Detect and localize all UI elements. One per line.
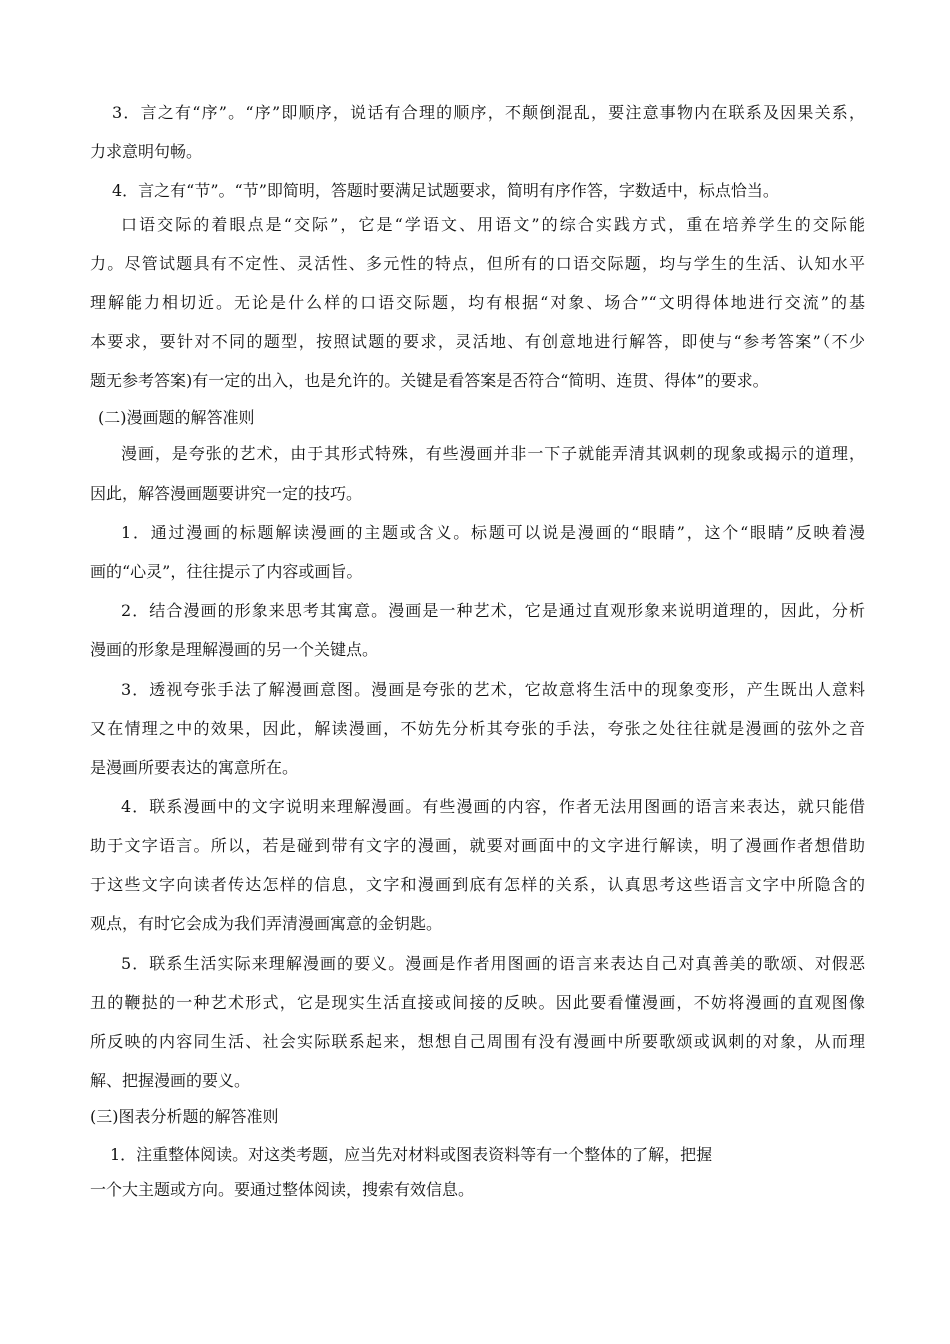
paragraph-line: 题无参考答案)有一定的出入，也是允许的。关键是看答案是否符合“简明、连贯、得体”的要求。 (90, 371, 769, 390)
paragraph-line: 观点，有时它会成为我们弄清漫画寓意的金钥匙。 (90, 914, 443, 933)
paragraph-line: 又在情理之中的效果，因此，解读漫画，不妨先分析其夸张的手法，夸张之处往往就是漫画的弦外之音 (90, 719, 865, 738)
paragraph-line: 4．言之有“节”。“节”即简明，答题时要满足试题要求，简明有序作答，字数适中，标点恰当。 (112, 181, 779, 200)
paragraph-line: 因此，解答漫画题要讲究一定的技巧。 (90, 484, 363, 503)
paragraph-line: 理解能力相切近。无论是什么样的口语交际题，均有根据“对象、场合”“文明得体地进行交流”的基 (90, 293, 865, 312)
paragraph-line: 3．言之有“序”。“序”即顺序，说话有合理的顺序，不颠倒混乱，要注意事物内在联系及因果关系， (112, 103, 865, 122)
paragraph-line: 口语交际的着眼点是“交际”，它是“学语文、用语文”的综合实践方式，重在培养学生的交际能 (121, 215, 865, 234)
paragraph-line: 力求意明句畅。 (90, 142, 203, 161)
section-heading: (二)漫画题的解答准则 (98, 408, 255, 427)
paragraph-line: 3．透视夸张手法了解漫画意图。漫画是夸张的艺术，它故意将生活中的现象变形，产生既出人意料 (121, 680, 865, 699)
paragraph-line: 1．通过漫画的标题解读漫画的主题或含义。标题可以说是漫画的“眼睛”，这个“眼睛”反映着漫 (121, 523, 865, 542)
paragraph-line: 5．联系生活实际来理解漫画的要义。漫画是作者用图画的语言来表达自己对真善美的歌颂、对假恶 (121, 954, 865, 973)
paragraph-line: 力。尽管试题具有不定性、灵活性、多元性的特点，但所有的口语交际题，均与学生的生活、认知水平 (90, 254, 865, 273)
paragraph-line: 漫画的形象是理解漫画的另一个关键点。 (90, 640, 379, 659)
paragraph-line: 所反映的内容同生活、社会实际联系起来，想想自己周围有没有漫画中所要歌颂或讽刺的对象，从而理 (90, 1032, 865, 1051)
paragraph-line: 本要求，要针对不同的题型，按照试题的要求，灵活地、有创意地进行解答，即使与“参考答案”（不少 (90, 332, 865, 351)
paragraph-line: 于这些文字向读者传达怎样的信息，文字和漫画到底有怎样的关系，认真思考这些语言文字中所隐含的 (90, 875, 865, 894)
paragraph-line: 解、把握漫画的要义。 (90, 1071, 251, 1090)
paragraph-line: 助于文字语言。所以，若是碰到带有文字的漫画，就要对画面中的文字进行解读，明了漫画作者想借助 (90, 836, 865, 855)
paragraph-line: 是漫画所要表达的寓意所在。 (90, 758, 299, 777)
paragraph-line: 画的“心灵”，往往提示了内容或画旨。 (90, 562, 363, 581)
paragraph-line: 1．注重整体阅读。对这类考题，应当先对材料或图表资料等有一个整体的了解，把握 (110, 1145, 713, 1164)
paragraph-line: 丑的鞭挞的一种艺术形式，它是现实生活直接或间接的反映。因此要看懂漫画，不妨将漫画的直观图像 (90, 993, 865, 1012)
paragraph-line: 漫画，是夸张的艺术，由于其形式特殊，有些漫画并非一下子就能弄清其讽刺的现象或揭示的道理， (121, 444, 865, 463)
paragraph-line: 4．联系漫画中的文字说明来理解漫画。有些漫画的内容，作者无法用图画的语言来表达，就只能借 (121, 797, 865, 816)
paragraph-line: 一个大主题或方向。要通过整体阅读，搜索有效信息。 (90, 1180, 475, 1199)
section-heading: (三)图表分析题的解答准则 (90, 1107, 279, 1126)
paragraph-line: 2．结合漫画的形象来思考其寓意。漫画是一种艺术，它是通过直观形象来说明道理的，因此，分析 (121, 601, 865, 620)
